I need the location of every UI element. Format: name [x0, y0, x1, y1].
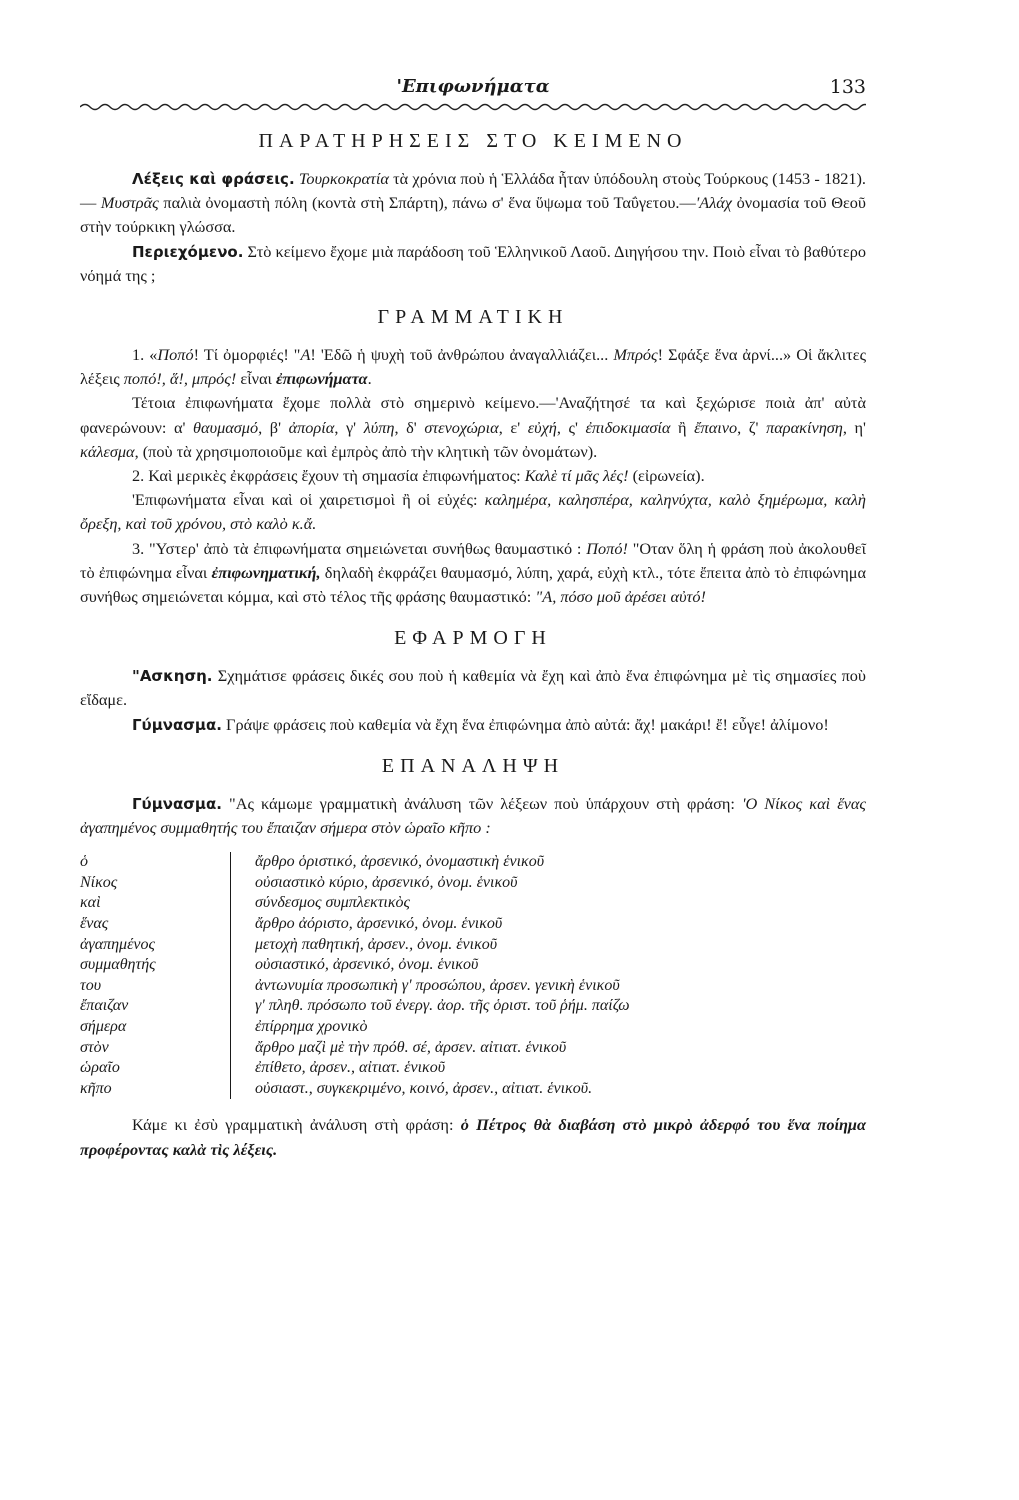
text: ! 'Εδῶ ἡ ψυχὴ τοῦ ἀνθρώπου ἀναγαλλιάζει...	[310, 345, 614, 365]
term: ἐπιφωνήματα	[275, 369, 368, 389]
term: Μπρός	[613, 345, 658, 365]
text: 3. "Υστερ' ἀπὸ τὰ ἐπιφωνήματα σημειώνεται συνήθως θαυμαστικό :	[132, 538, 587, 558]
analysis-word: καὶ	[80, 894, 101, 912]
text: , γ'	[334, 417, 364, 437]
analysis-description: μετοχὴ παθητική, ἀρσεν., ὀνομ. ἑνικοῦ	[230, 935, 866, 956]
text: Τέτοια ἐπιφωνήματα ἔχομε πολλὰ στὸ σημερινὸ κείμενο.—'Αναζήτησέ τα καὶ ξεχώρισε ποιὰ ἀπ' αὐτὰ φανερώνουν: α'	[80, 393, 866, 437]
content-lead: Περιεχόμενο.	[132, 242, 244, 261]
drill-paragraph	[80, 713, 866, 737]
grammar-paragraph-4	[80, 488, 866, 536]
term: ἐπιφωνηματική,	[211, 562, 321, 582]
text: "Ας κάμωμε γραμματικὴ ἀνάλυση τῶν λέξεων ποὺ ὑπάρχουν στὴ φράση:	[221, 793, 742, 813]
text: , β'	[258, 417, 289, 437]
term: στενοχώρια	[424, 417, 499, 437]
term: κάλεσμα	[80, 441, 135, 461]
term: καλημέρα, καλησπέρα, καληνύχτα, καλὸ ξημέρωμα, καλὴ ὄρεξη, καὶ τοῦ χρόνου, στὸ καλὸ κ.ἄ.	[80, 490, 866, 534]
term: Ποπό	[157, 345, 194, 365]
text: εἶναι	[236, 369, 276, 389]
analysis-description: οὐσιαστικό, ἀρσενικό, ὀνομ. ἑνικοῦ	[230, 955, 866, 976]
text: Γράψε φράσεις ποὺ καθεμία νὰ ἔχη ἕνα ἐπιφώνημα ἀπὸ αὐτά: ἄχ! μακάρι! ἔ! εὖγε! ἀλίμονο!	[221, 714, 829, 734]
analysis-word: Νίκος	[80, 873, 118, 891]
text: ! Σφάξε ἕνα ἀρνί...» Οἱ ἄκλιτες λέξεις	[80, 345, 867, 389]
term: Καλὲ τί μᾶς λές!	[524, 466, 629, 486]
term: Μυστρᾶς	[100, 193, 159, 213]
analysis-word: ἕνας	[80, 915, 109, 933]
text: ! Τί ὀμορφιές! "	[193, 345, 301, 365]
analysis-description: ἄρθρο ἀόριστο, ἀρσενικό, ὀνομ. ἑνικοῦ	[230, 914, 866, 935]
grammar-paragraph-2	[80, 391, 866, 464]
analysis-word: συμμαθητής	[80, 956, 156, 974]
term: Α	[300, 345, 311, 365]
term: Ποπό!	[586, 538, 628, 558]
review-paragraph	[80, 792, 866, 840]
section-title-observations: ΠΑΡΑΤΗΡΗΣΕΙΣ ΣΤΟ ΚΕΙΜΕΝΟ	[258, 130, 688, 152]
analysis-description: γ' πληθ. πρόσωπο τοῦ ἐνεργ. ἀορ. τῆς ὁριστ. τοῦ ῥήμ. παίζω	[230, 996, 866, 1017]
review-lead: Γύμνασμα.	[132, 794, 222, 813]
term: ποπό!, ἅ!, μπρός!	[123, 369, 237, 389]
running-title: 'Επιφωνήματα	[396, 76, 550, 97]
text: ὀνομασία τοῦ Θεοῦ στὴν τούρκικη γλώσσα.	[80, 193, 866, 237]
analysis-word: ὡραῖο	[80, 1059, 120, 1077]
text: 2. Καὶ μερικὲς ἐκφράσεις ἔχουν τὴ σημασία ἐπιφωνήματος:	[132, 466, 525, 486]
text: παλιὰ ὀνομαστὴ πόλη (κοντὰ στὴ Σπάρτη), πάνω σ' ἕνα ὕψωμα τοῦ Ταΰγετου.—	[158, 193, 696, 213]
text: δηλαδὴ ἐκφράζει θαυμασμό, λύπη, χαρά, εὐχὴ κτλ., τότε ἔπειτα ἀπὸ τὸ ἐπιφώνημα συνήθως σημειώνεται κόμμα, καὶ στὸ τέλος τῆς φράσης θαυμαστικό:	[80, 562, 867, 607]
analysis-description: ἐπίθετο, ἀρσεν., αἰτιατ. ἑνικοῦ	[230, 1058, 866, 1079]
text: , δ'	[394, 417, 425, 437]
example-sentence: ὁ Πέτρος θὰ διαβάση στὸ μικρὸ ἀδερφό του ἕνα ποίημα προφέροντας καλὰ τὶς λέξεις.	[80, 1115, 866, 1159]
section-title-grammar: ΓΡΑΜΜΑΤΙΚΗ	[377, 306, 569, 329]
analysis-word: ἔπαιζαν	[80, 997, 129, 1015]
text: 'Επιφωνήματα εἶναι καὶ οἱ χαιρετισμοὶ ἢ οἱ εὐχές:	[132, 490, 485, 510]
content-paragraph	[80, 240, 866, 288]
words-paragraph	[80, 167, 866, 240]
text: , ς'	[556, 417, 586, 437]
term: ἔπαινο	[694, 417, 738, 437]
book-page	[80, 70, 866, 1162]
analysis-word: ἀγαπημένος	[80, 935, 155, 953]
analysis-word: σήμερα	[80, 1018, 127, 1036]
text: , ε'	[498, 417, 528, 437]
text: , ζ'	[737, 417, 767, 437]
section-title-application: ΕΦΑΡΜΟΓΗ	[394, 627, 552, 650]
term: 'Αλάχ	[695, 193, 732, 213]
section-title-review: ΕΠΑΝΑΛΗΨΗ	[381, 754, 565, 777]
analysis-description: οὐσιαστικὸ κύριο, ἀρσενικό, ὀνομ. ἑνικοῦ	[230, 873, 866, 894]
text: ἢ	[670, 417, 695, 437]
text: .	[367, 369, 372, 389]
drill-lead: Γύμνασμα.	[132, 715, 222, 734]
term: ἀπορία	[288, 417, 335, 437]
analysis-word: στὸν	[80, 1038, 109, 1056]
grammar-paragraph-3	[80, 464, 866, 488]
analysis-word: κῆπο	[80, 1079, 112, 1097]
text: 1. «	[132, 345, 158, 365]
grammar-paragraph-5	[80, 537, 866, 610]
term: παρακίνηση	[766, 417, 843, 437]
text: Στὸ κείμενο ἔχομε μιὰ παράδοση τοῦ Ἑλληνικοῦ Λαοῦ. Διηγήσου την. Ποιὸ εἶναι τὸ βαθύτερο νόημά της ;	[80, 241, 866, 285]
analysis-description: ἐπίρρημα χρονικὸ	[230, 1017, 866, 1038]
term: λύπη	[363, 417, 395, 437]
exercise-lead: "Ασκηση.	[132, 667, 213, 686]
words-lead: Λέξεις καὶ φράσεις.	[132, 170, 295, 188]
page-header	[80, 70, 866, 102]
text: , η'	[842, 417, 866, 437]
term: εὐχή	[527, 417, 557, 437]
example-sentence: 'Ο Νίκος καὶ ἕνας ἀγαπημένος συμμαθητής του ἔπαιζαν σήμερα στὸν ὡραῖο κῆπο :	[80, 793, 867, 838]
analysis-description: σύνδεσμος συμπλεκτικὸς	[230, 893, 866, 914]
text: Κάμε κι ἐσὺ γραμματικὴ ἀνάλυση στὴ φράση:	[132, 1115, 461, 1135]
text: Σχημάτισε φράσεις δικές σου ποὺ ἡ καθεμία νὰ ἔχη καὶ ἀπὸ ἕνα ἐπιφώνημα μὲ τὶς σημασίες ποὺ εἴδαμε.	[80, 666, 866, 710]
grammar-paragraph-1	[80, 343, 866, 391]
analysis-description: ἀντωνυμία προσωπικὴ γ' προσώπου, ἀρσεν. γενικὴ ἑνικοῦ	[230, 976, 866, 997]
page-number: 133	[829, 76, 866, 98]
analysis-description: ἄρθρο ὁριστικό, ἀρσενικό, ὀνομαστικὴ ἑνικοῦ	[230, 852, 866, 873]
analysis-description: οὐσιαστ., συγκεκριμένο, κοινό, ἀρσεν., αἰτιατ. ἑνικοῦ.	[230, 1079, 866, 1100]
text: (εἰρωνεία).	[628, 466, 705, 486]
term: ἐπιδοκιμασία	[585, 417, 671, 437]
final-paragraph	[80, 1113, 866, 1161]
term: "Α, πόσο μοῦ ἀρέσει αὐτό!	[535, 587, 706, 607]
analysis-word: του	[80, 976, 102, 994]
text: , (ποὺ τὰ χρησιμοποιοῦμε καὶ ἐμπρὸς ἀπὸ τὴν κλητικὴ τῶν ὀνομάτων).	[134, 441, 598, 461]
term: θαυμασμό	[193, 417, 259, 437]
exercise-paragraph	[80, 664, 866, 712]
text: τὰ χρόνια ποὺ ἡ Ἑλλάδα ἦταν ὑπόδουλη στοὺς Τούρκους (1453 - 1821).—	[80, 169, 866, 213]
text: "Οταν ὅλη ἡ φράση ποὺ ἀκολουθεῖ τὸ ἐπιφώνημα εἶναι	[80, 538, 866, 582]
analysis-word: ὁ	[80, 853, 88, 871]
wavy-rule	[80, 102, 866, 112]
analysis-table	[80, 852, 866, 1099]
analysis-description: ἄρθρο μαζὶ μὲ τὴν πρόθ. σέ, ἀρσεν. αἰτιατ. ἑνικοῦ	[230, 1038, 866, 1059]
term: Τουρκοκρατία	[298, 169, 389, 188]
